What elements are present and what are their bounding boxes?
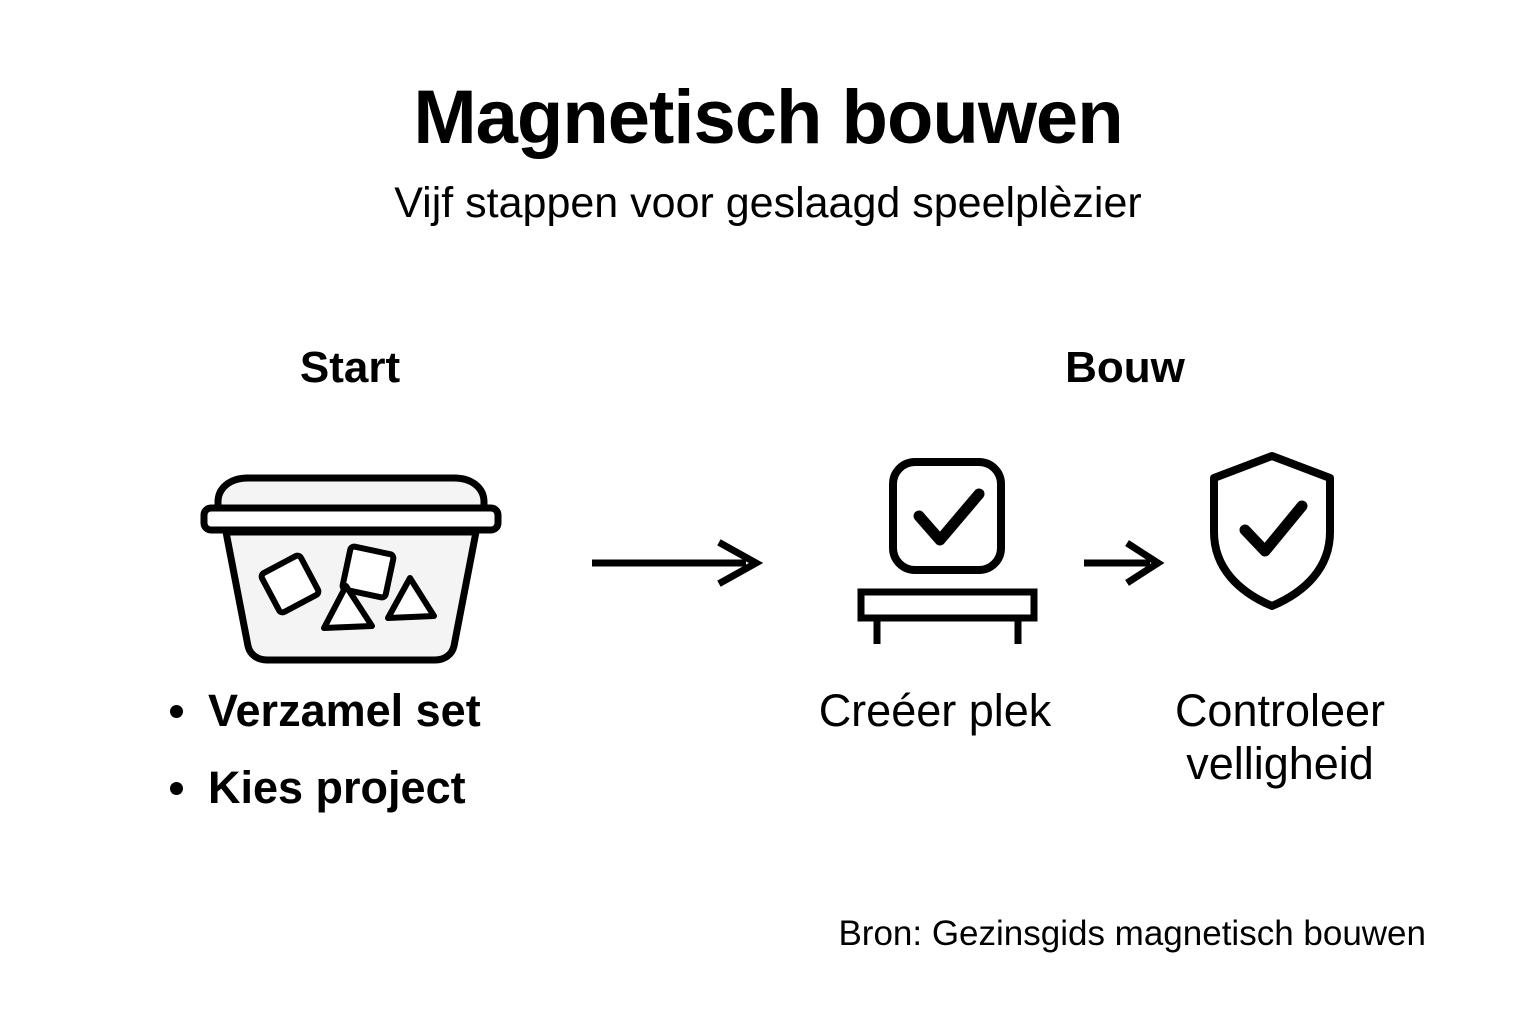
workspace-caption: Creéer plek: [818, 685, 1052, 736]
workspace-node: [855, 452, 1040, 657]
storage-bin-icon: [196, 450, 506, 665]
shield-check-icon: [1205, 450, 1340, 615]
arrow-two: [1080, 538, 1170, 588]
column-heading-start: Start: [299, 343, 401, 392]
header: [0, 75, 1536, 227]
bin-node: [196, 450, 506, 665]
flow-diagram: [0, 440, 1536, 670]
page-subtitle: Vijf stappen voor geslaagd speelplèzier: [394, 178, 1142, 227]
safety-caption: Controleer velligheid: [1174, 685, 1386, 790]
page-title: Magnetisch bouwen: [413, 75, 1123, 160]
column-heading-bouw: Bouw: [1065, 343, 1185, 392]
safety-node: [1205, 450, 1340, 615]
arrow-right-icon: [588, 538, 768, 588]
source-note: Bron: Gezinsgids magnetisch bouwen: [838, 914, 1426, 953]
arrow-one: [588, 538, 768, 588]
checked-square-on-table-icon: [855, 452, 1040, 657]
list-item: Verzamel set: [160, 672, 580, 749]
start-steps-list: [160, 672, 580, 827]
list-item: Kies project: [160, 749, 580, 826]
arrow-right-icon: [1080, 538, 1170, 588]
